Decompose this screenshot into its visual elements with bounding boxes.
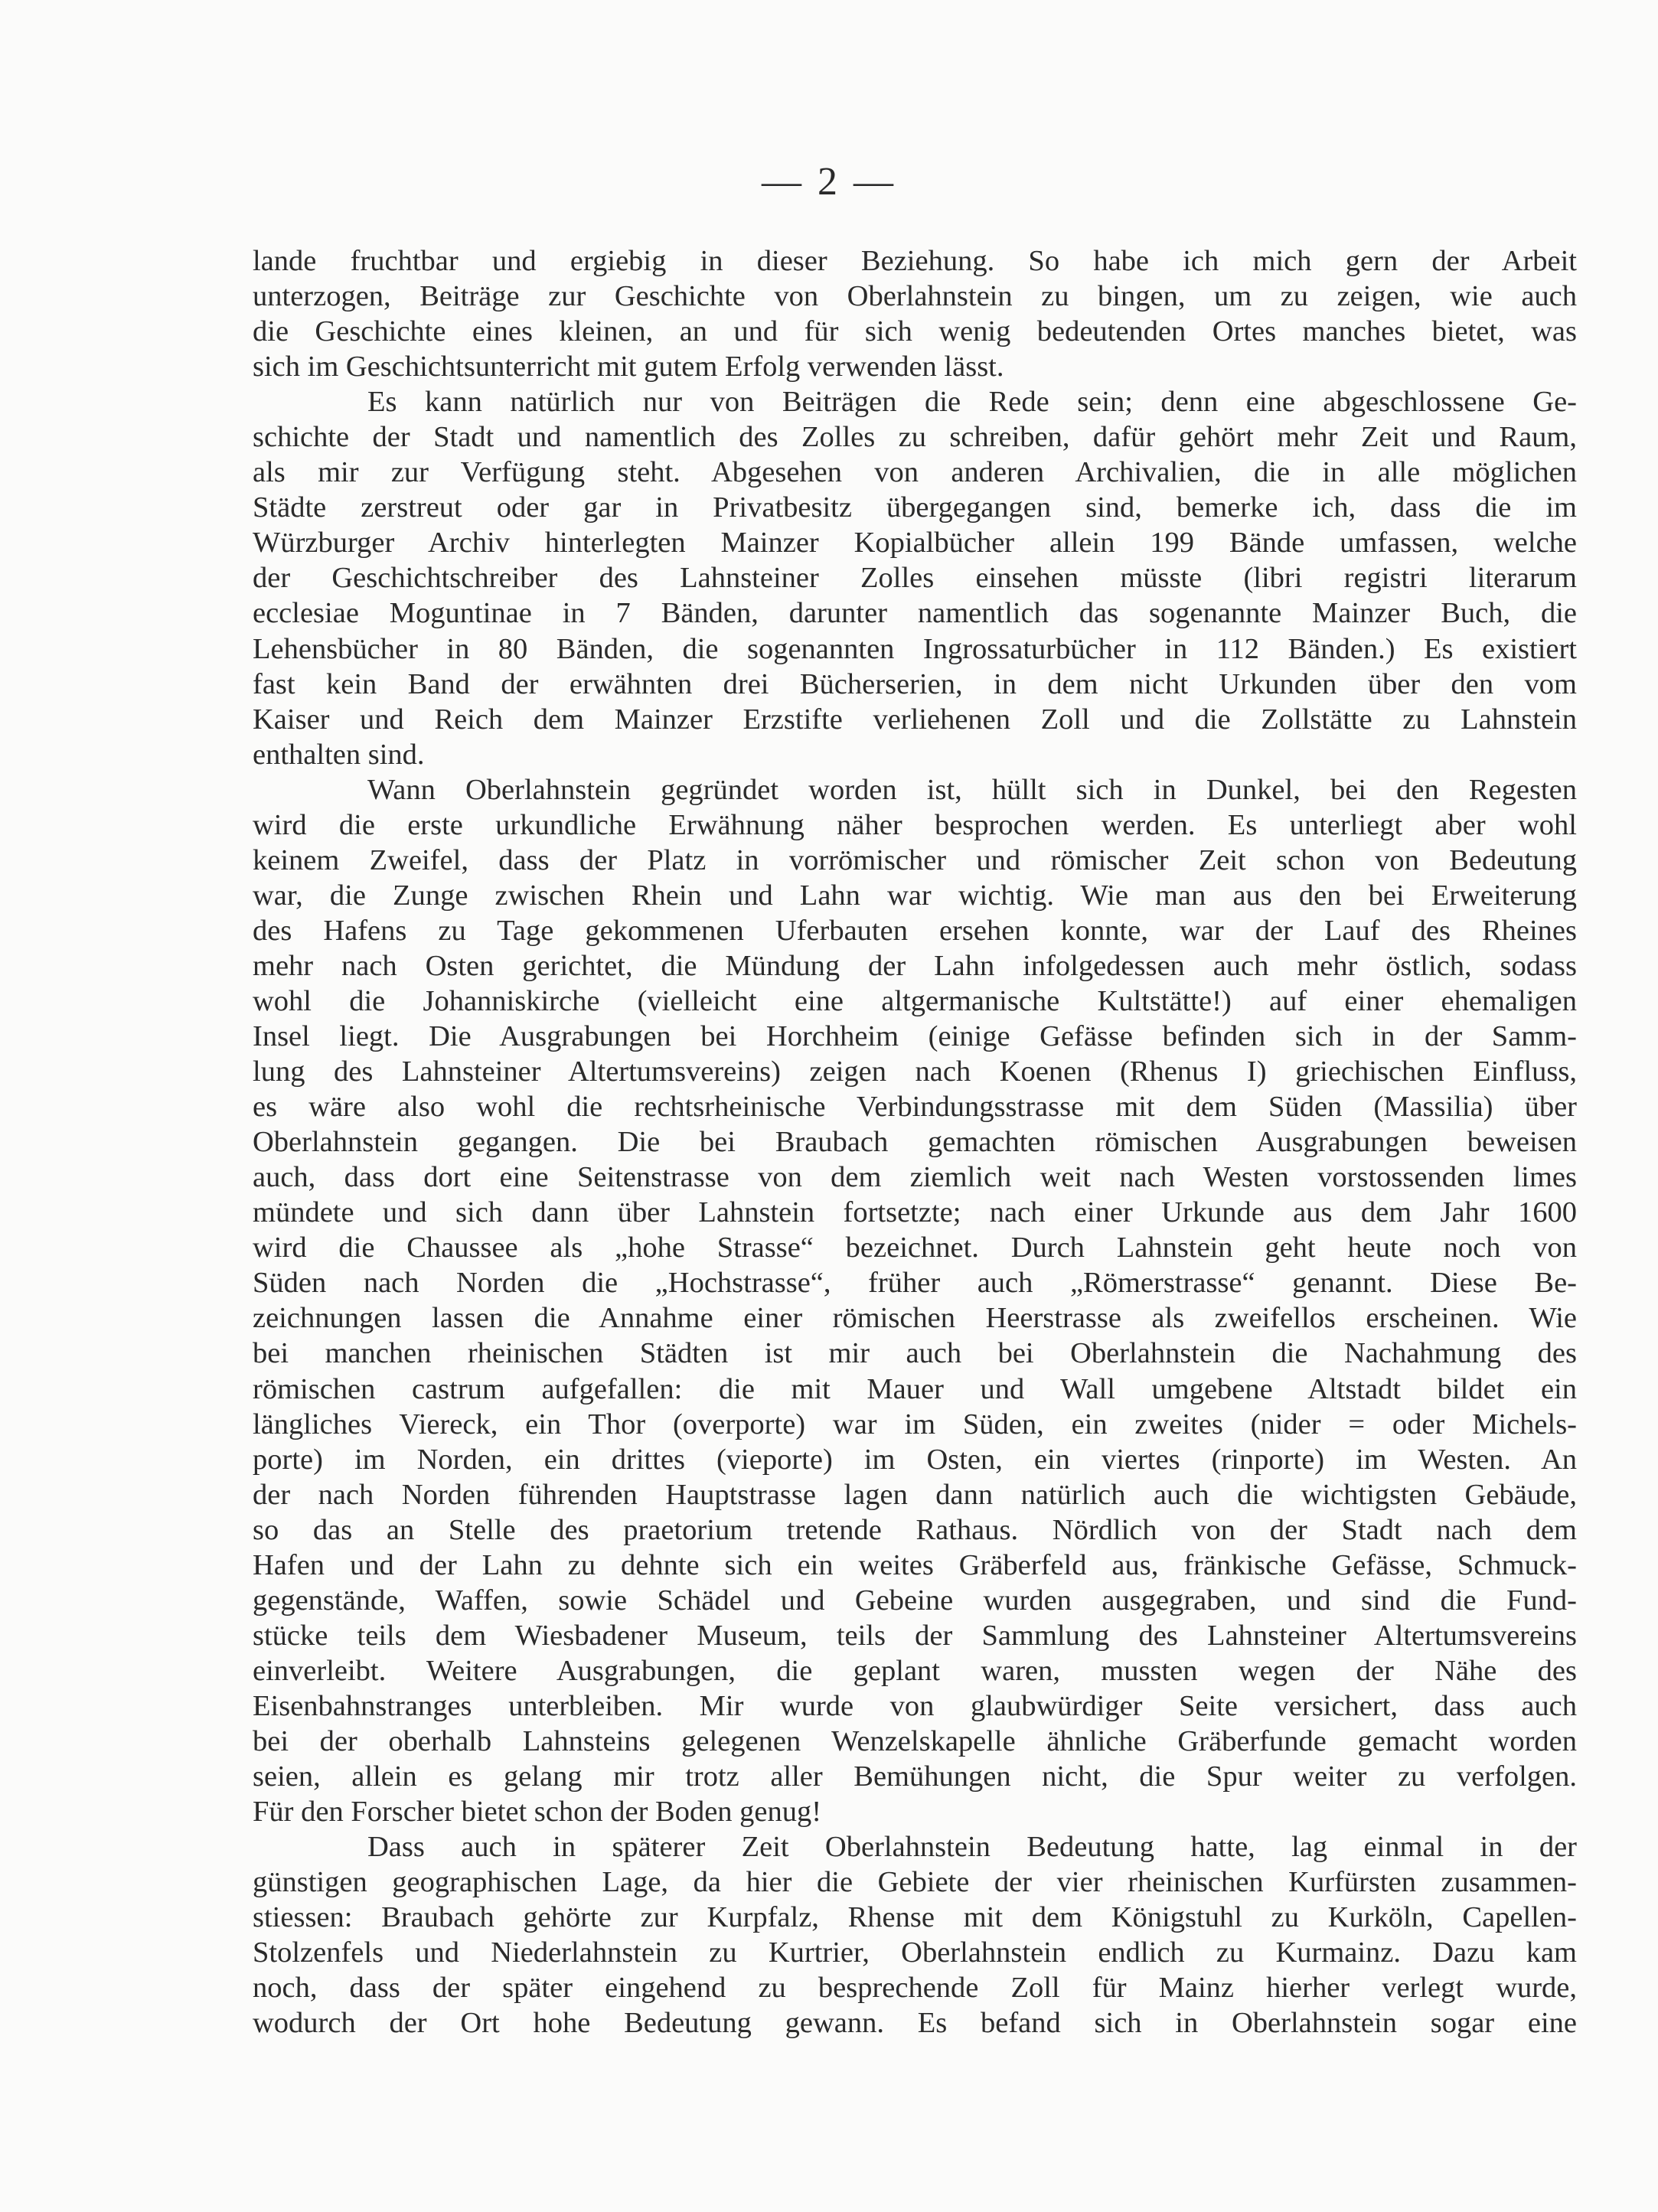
text-line: Städte zerstreut oder gar in Privatbesitz übergegangen sind, bemerke ich, dass die im: [253, 491, 1577, 524]
text-line: seien, allein es gelang mir trotz aller Bemühungen nicht, die Spur weiter zu verfolgen.: [253, 1760, 1577, 1793]
text-line: die Geschichte eines kleinen, an und für sich wenig bedeutenden Ortes manches bietet, was: [253, 315, 1577, 348]
text-line: so das an Stelle des praetorium tretende Rathaus. Nördlich von der Stadt nach dem: [253, 1513, 1577, 1546]
text-line: schichte der Stadt und namentlich des Zolles zu schreiben, dafür gehört mehr Zeit und Raum,: [253, 421, 1577, 454]
text-line: günstigen geographischen Lage, da hier die Gebiete der vier rheinischen Kurfürsten zusammen-: [253, 1866, 1577, 1899]
paragraph: [253, 243, 1577, 384]
text-line: bei der oberhalb Lahnsteins gelegenen Wenzelskapelle ähnliche Gräberfunde gemacht worden: [253, 1724, 1577, 1757]
text-line: Stolzenfels und Niederlahnstein zu Kurtrier, Oberlahnstein endlich zu Kurmainz. Dazu kam: [253, 1936, 1577, 1969]
text-line: wird die Chaussee als „hohe Strasse“ bezeichnet. Durch Lahnstein geht heute noch von: [253, 1232, 1577, 1264]
text-line: auch, dass dort eine Seitenstrasse von dem ziemlich weit nach Westen vorstossenden limes: [253, 1161, 1577, 1194]
text-line: der nach Norden führenden Hauptstrasse lagen dann natürlich auch die wichtigsten Gebäude,: [253, 1478, 1577, 1511]
text-line: mündete und sich dann über Lahnstein fortsetzte; nach einer Urkunde aus dem Jahr 1600: [253, 1196, 1577, 1229]
text-line: Dass auch in späterer Zeit Oberlahnstein Bedeutung hatte, lag einmal in der: [367, 1831, 1577, 1864]
text-line: lung des Lahnsteiner Altertumsvereins) zeigen nach Koenen (Rhenus I) griechischen Einfluss,: [253, 1055, 1577, 1088]
text-line: noch, dass der später eingehend zu besprechende Zoll für Mainz hierher verlegt wurde,: [253, 1972, 1577, 2005]
text-line: Eisenbahnstranges unterbleiben. Mir wurde von glaubwürdiger Seite versichert, dass auch: [253, 1689, 1577, 1722]
text-line: römischen castrum aufgefallen: die mit Mauer und Wall umgebene Altstadt bildet ein: [253, 1372, 1577, 1405]
text-line: es wäre also wohl die rechtsrheinische Verbindungsstrasse mit dem Süden (Massilia) über: [253, 1091, 1577, 1124]
text-line: des Hafens zu Tage gekommenen Uferbauten ersehen konnte, war der Lauf des Rheines: [253, 914, 1577, 947]
text-line: wird die erste urkundliche Erwähnung näher besprochen werden. Es unterliegt aber wohl: [253, 808, 1577, 841]
text-line: Hafen und der Lahn zu dehnte sich ein weites Gräberfeld aus, fränkische Gefässe, Schmuck-: [253, 1548, 1577, 1581]
text-line: Oberlahnstein gegangen. Die bei Braubach gemachten römischen Ausgrabungen beweisen: [253, 1126, 1577, 1159]
paragraph: [253, 384, 1577, 772]
text-line: lande fruchtbar und ergiebig in dieser Beziehung. So habe ich mich gern der Arbeit: [253, 245, 1577, 277]
paragraph: [253, 1829, 1577, 2041]
text-line: Lehensbücher in 80 Bänden, die sogenannten Ingrossaturbücher in 112 Bänden.) Es existiert: [253, 632, 1577, 665]
text-line: war, die Zunge zwischen Rhein und Lahn war wichtig. Wie man aus den bei Erweiterung: [253, 879, 1577, 912]
text-line: unterzogen, Beiträge zur Geschichte von Oberlahnstein zu bingen, um zu zeigen, wie auch: [253, 280, 1577, 313]
text-line: Es kann natürlich nur von Beiträgen die Rede sein; denn eine abgeschlossene Ge-: [367, 386, 1577, 419]
text-line: enthalten sind.: [253, 738, 425, 771]
text-line: ecclesiae Moguntinae in 7 Bänden, darunter namentlich das sogenannte Mainzer Buch, die: [253, 597, 1577, 630]
text-line: längliches Viereck, ein Thor (overporte) war im Süden, ein zweites (nider = oder Michels-: [253, 1408, 1577, 1440]
body-text: [253, 243, 1577, 2041]
text-line: Insel liegt. Die Ausgrabungen bei Horchheim (einige Gefässe befinden sich in der Samm-: [253, 1020, 1577, 1053]
text-line: gegenstände, Waffen, sowie Schädel und Gebeine wurden ausgegraben, und sind die Fund-: [253, 1584, 1577, 1617]
text-line: sich im Geschichtsunterricht mit gutem Erfolg verwenden lässt.: [253, 351, 1004, 383]
text-line: keinem Zweifel, dass der Platz in vorrömischer und römischer Zeit schon von Bedeutung: [253, 843, 1577, 876]
text-line: porte) im Norden, ein drittes (vieporte) im Osten, ein viertes (rinporte) im Westen. An: [253, 1443, 1577, 1476]
text-line: mehr nach Osten gerichtet, die Mündung der Lahn infolgedessen auch mehr östlich, sodass: [253, 949, 1577, 982]
text-line: wodurch der Ort hohe Bedeutung gewann. Es befand sich in Oberlahnstein sogar eine: [253, 2007, 1577, 2040]
text-line: stiessen: Braubach gehörte zur Kurpfalz, Rhense mit dem Königstuhl zu Kurköln, Capellen-: [253, 1901, 1577, 1934]
page-number: — 2 —: [762, 160, 896, 204]
text-line: Für den Forscher bietet schon der Boden genug!: [253, 1796, 822, 1829]
text-line: wohl die Johanniskirche (vielleicht eine altgermanische Kultstätte!) auf einer ehemaligen: [253, 984, 1577, 1017]
text-line: zeichnungen lassen die Annahme einer römischen Heerstrasse als zweifellos erscheinen. Wie: [253, 1302, 1577, 1335]
text-line: als mir zur Verfügung steht. Abgesehen von anderen Archivalien, die in alle möglichen: [253, 456, 1577, 489]
text-line: fast kein Band der erwähnten drei Bücherserien, in dem nicht Urkunden über den vom: [253, 667, 1577, 700]
paragraph: [253, 772, 1577, 1829]
text-line: der Geschichtschreiber des Lahnsteiner Zolles einsehen müsste (libri registri literarum: [253, 562, 1577, 595]
text-line: einverleibt. Weitere Ausgrabungen, die geplant waren, mussten wegen der Nähe des: [253, 1654, 1577, 1687]
text-line: stücke teils dem Wiesbadener Museum, teils der Sammlung des Lahnsteiner Altertumsvereins: [253, 1619, 1577, 1652]
text-line: Würzburger Archiv hinterlegten Mainzer Kopialbücher allein 199 Bände umfassen, welche: [253, 527, 1577, 560]
text-line: Wann Oberlahnstein gegründet worden ist, hüllt sich in Dunkel, bei den Regesten: [367, 773, 1577, 806]
text-line: Kaiser und Reich dem Mainzer Erzstifte verliehenen Zoll und die Zollstätte zu Lahnstein: [253, 703, 1577, 736]
text-line: Süden nach Norden die „Hochstrasse“, früher auch „Römerstrasse“ genannt. Diese Be-: [253, 1267, 1577, 1300]
text-line: bei manchen rheinischen Städten ist mir auch bei Oberlahnstein die Nachahmung des: [253, 1337, 1577, 1370]
